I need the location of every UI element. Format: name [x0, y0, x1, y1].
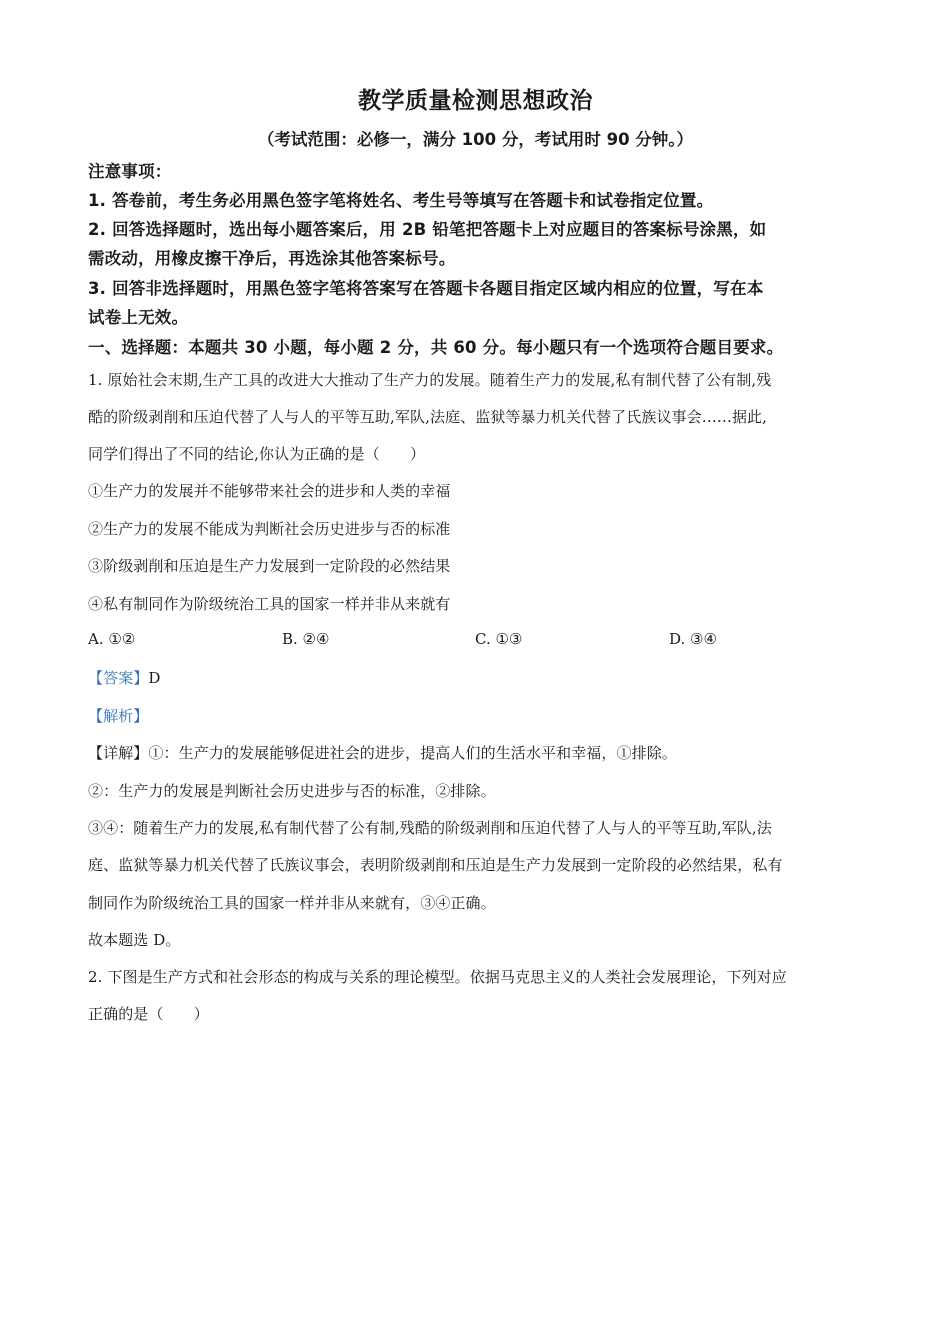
answer-line — [88, 667, 863, 688]
choice-d: D. ③④ — [669, 630, 717, 648]
notice-item-2-line-1: 2. 回答选择题时，选出每小题答案后，用 2B 铅笔把答题卡上对应题目的答案标号涂黑，如 — [88, 220, 767, 239]
notice-item-2-line-2: 需改动，用橡皮擦干净后，再选涂其他答案标号。 — [88, 249, 456, 268]
choice-a: A. ①② — [88, 630, 136, 648]
question-1-statement-4: ④私有制同作为阶级统治工具的国家一样并非从来就有 — [88, 595, 451, 613]
detail-line-5: 制同作为阶级统治工具的国家一样并非从来就有，③④正确。 — [88, 894, 496, 912]
detail-line-2: ②：生产力的发展是判断社会历史进步与否的标准，②排除。 — [88, 782, 496, 800]
detail-line-1: 【详解】①：生产力的发展能够促进社会的进步，提高人们的生活水平和幸福，①排除。 — [88, 744, 677, 762]
question-2-stem-line-1: 2. 下图是生产方式和社会形态的构成与关系的理论模型。依据马克思主义的人类社会发展理论，下列对应 — [88, 968, 787, 986]
notice-item-3-line-1: 3. 回答非选择题时，用黑色签字笔将答案写在答题卡各题目指定区域内相应的位置，写在本 — [88, 279, 764, 298]
question-1-statement-2: ②生产力的发展不能成为判断社会历史进步与否的标准 — [88, 520, 451, 538]
question-1-statement-1: ①生产力的发展并不能够带来社会的进步和人类的幸福 — [88, 482, 451, 500]
page-title: 教学质量检测思想政治 — [358, 88, 593, 114]
notice-item-3-line-2: 试卷上无效。 — [88, 308, 189, 327]
question-1-stem-line-3: 同学们得出了不同的结论,你认为正确的是（ ） — [88, 445, 426, 463]
answer-label: 【答案】 — [88, 669, 149, 687]
answer-value: D — [148, 669, 161, 687]
conclusion-line: 故本题选 D。 — [88, 931, 181, 949]
question-2-stem-line-2: 正确的是（ ） — [88, 1005, 209, 1023]
exam-scope-subtitle: （考试范围：必修一，满分 100 分，考试用时 90 分钟。） — [257, 130, 694, 149]
detail-line-3: ③④：随着生产力的发展,私有制代替了公有制,残酷的阶级剥削和压迫代替了人与人的平等互助,军队,法 — [88, 819, 772, 837]
analysis-label: 【解析】 — [88, 707, 149, 725]
choice-c: C. ①③ — [475, 630, 523, 648]
question-1-stem-line-2: 酷的阶级剥削和压迫代替了人与人的平等互助,军队,法庭、监狱等暴力机关代替了氏族议事会……据此, — [88, 408, 768, 426]
detail-line-4: 庭、监狱等暴力机关代替了氏族议事会，表明阶级剥削和压迫是生产力发展到一定阶段的必然结果，私有 — [88, 856, 783, 874]
question-1-stem-line-1: 1. 原始社会末期,生产工具的改进大大推动了生产力的发展。随着生产力的发展,私有制代替了公有制,残 — [88, 371, 772, 389]
notice-heading: 注意事项： — [88, 162, 172, 181]
choice-b: B. ②④ — [282, 630, 330, 648]
section-heading: 一、选择题：本题共 30 小题，每小题 2 分，共 60 分。每小题只有一个选项符合题目要求。 — [88, 338, 784, 357]
notice-item-1: 1. 答卷前，考生务必用黑色签字笔将姓名、考生号等填写在答题卡和试卷指定位置。 — [88, 191, 714, 210]
question-1-statement-3: ③阶级剥削和压迫是生产力发展到一定阶段的必然结果 — [88, 557, 451, 575]
